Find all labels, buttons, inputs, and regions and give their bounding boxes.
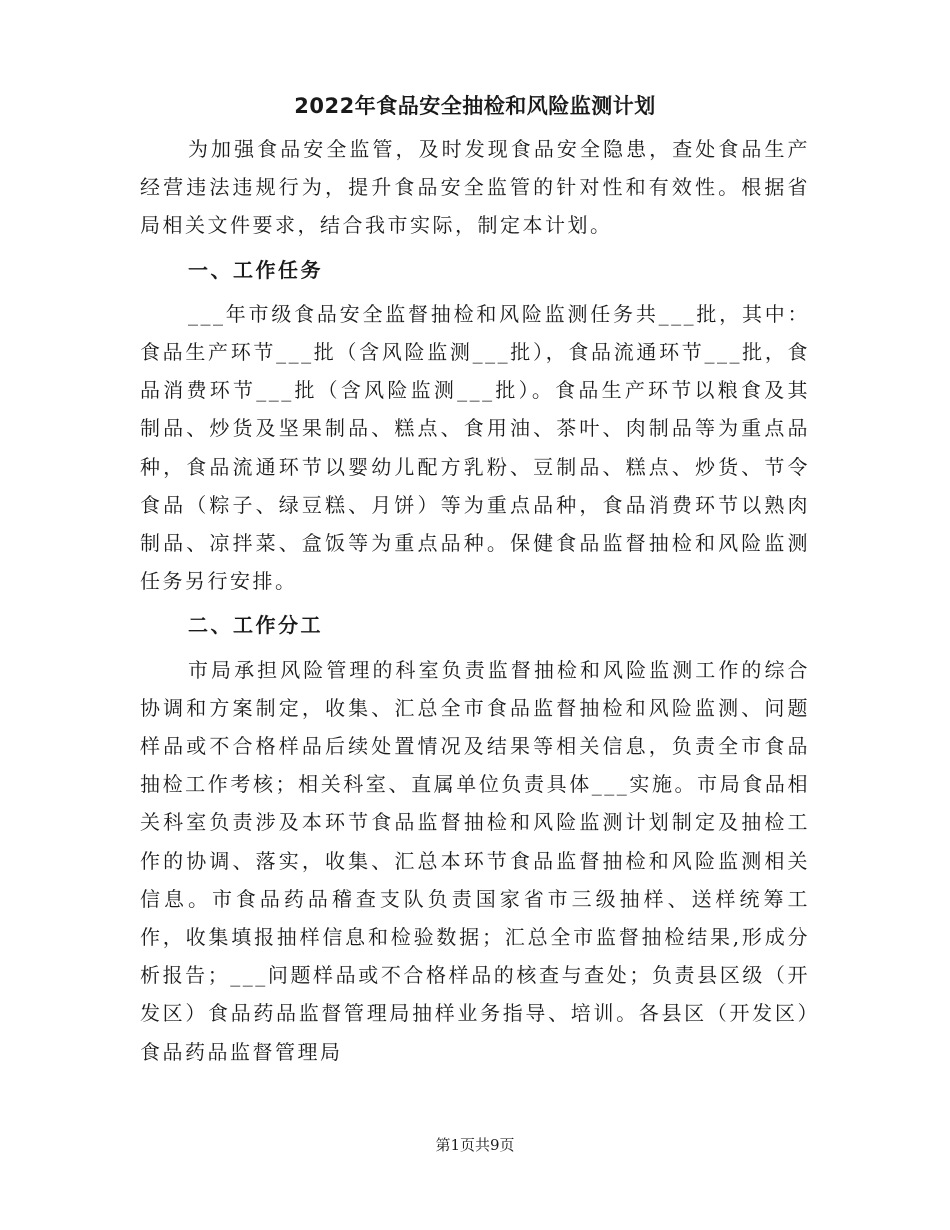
section-heading-division: 二、工作分工: [188, 613, 323, 638]
section-body-division: 市局承担风险管理的科室负责监督抽检和风险监测工作的综合协调和方案制定，收集、汇总全市食品监督抽检和风险监测、问题样品或不合格样品后续处置情况及结果等相关信息，负责全市食品抽检工作考核；相关科室、直属单位负责具体___实施。市局食品相关科室负责涉及本环节食品监督抽检和风险监测计划制定及抽检工作的协调、落实，收集、汇总本环节食品监督抽检和风险监测相关信息。市食品药品稽查支队负责国家省市三级抽样、送样统筹工作，收集填报抽样信息和检验数据；汇总全市监督抽检结果,形成分析报告；___问题样品或不合格样品的核查与查处；负责县区级（开发区）食品药品监督管理局抽样业务指导、培训。各县区（开发区）食品药品监督管理局: [140, 657, 810, 1064]
section-body-tasks: ___年市级食品安全监督抽检和风险监测任务共___批，其中：食品生产环节___批（含风险监测___批），食品流通环节___批，食品消费环节___批（含风险监测___批）。食品生产环节以粮食及其制品、炒货及坚果制品、糕点、食用油、茶叶、肉制品等为重点品种，食品流通环节以婴幼儿配方乳粉、豆制品、糕点、炒货、节令食品（粽子、绿豆糕、月饼）等为重点品种，食品消费环节以熟肉制品、凉拌菜、盒饭等为重点品种。保健食品监督抽检和风险监测任务另行安排。: [140, 301, 810, 594]
document-title: 2022年食品安全抽检和风险监测计划: [294, 94, 656, 118]
document-body: [140, 130, 810, 1071]
page-number: 第1页共9页: [435, 1136, 515, 1154]
section-heading-tasks: 一、工作任务: [188, 257, 323, 282]
intro-paragraph: 为加强食品安全监管，及时发现食品安全隐患，查处食品生产经营违法违规行为，提升食品安全监管的针对性和有效性。根据省局相关文件要求，结合我市实际，制定本计划。: [140, 137, 810, 238]
